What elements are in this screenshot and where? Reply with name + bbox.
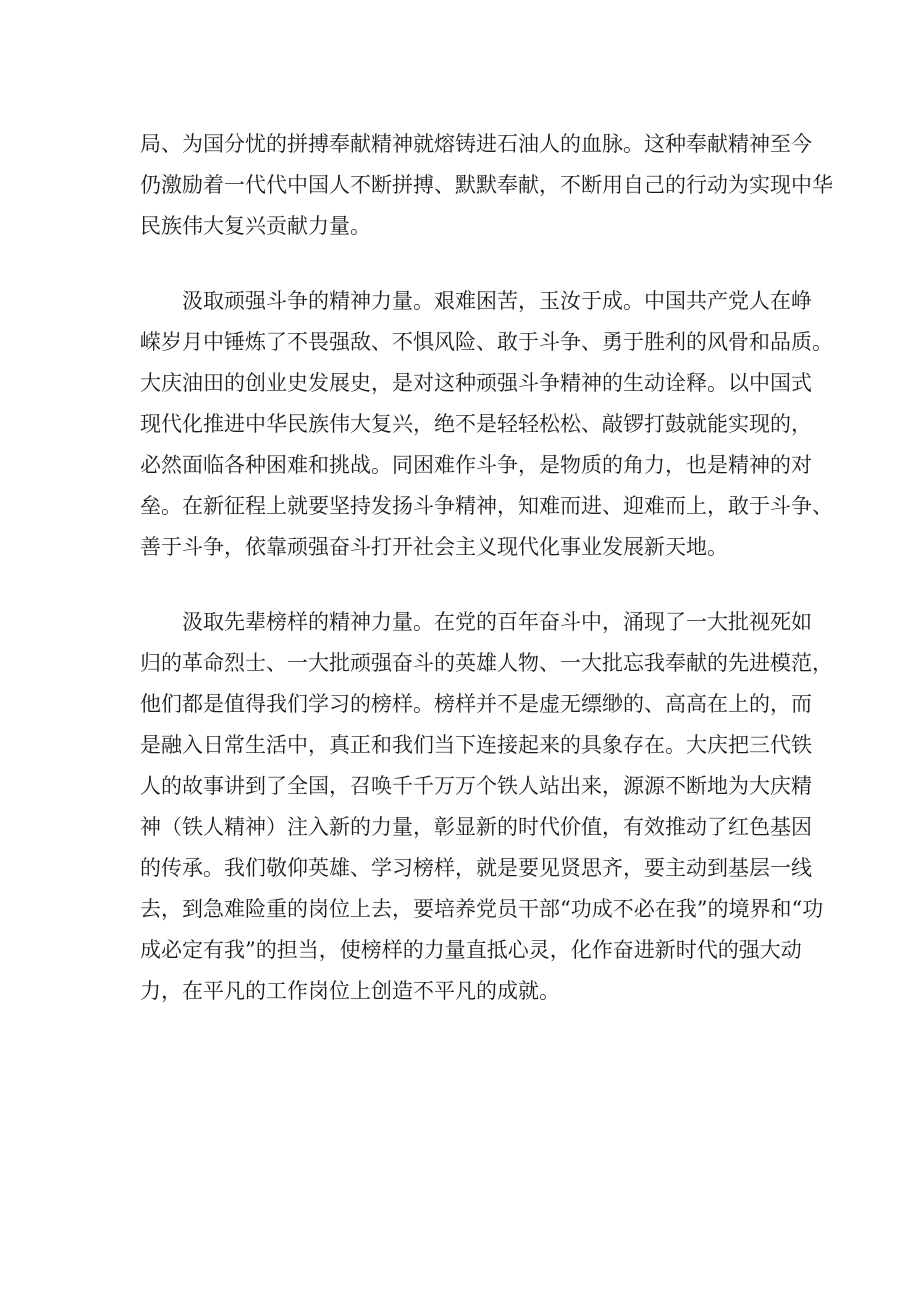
text-line: 必然面临各种困难和挑战。同困难作斗争，是物质的角力，也是精神的对 [140,453,812,477]
text-line: 大庆油田的创业史发展史，是对这种顽强斗争精神的生动诠释。以中国式 [140,371,812,395]
text-line: 善于斗争，依靠顽强奋斗打开社会主义现代化事业发展新天地。 [140,535,728,559]
paragraph-3 [140,602,833,1012]
text-line-content: 汲取顽强斗争的精神力量。艰难困苦，玉汝于成。中国共产党人在峥 [182,289,812,313]
text-line: 局、为国分忧的拼搏奉献精神就熔铸进石油人的血脉。这种奉献精神至今 [140,132,812,156]
text-line: 人的故事讲到了全国，召唤千千万万个铁人站出来，源源不断地为大庆精 [140,774,812,798]
text-line: 他们都是值得我们学习的榜样。榜样并不是虚无缥缈的、高高在上的，而 [140,692,812,716]
text-line: 仍激励着一代代中国人不断拼搏、默默奉献，不断用自己的行动为实现中华 [140,173,833,197]
text-line: 去，到急难险重的岗位上去，要培养党员干部“功成不必在我”的境界和“功 [140,897,824,921]
text-line: 是融入日常生活中，真正和我们当下连接起来的具象存在。大庆把三代铁 [140,733,812,757]
text-line: 民族伟大复兴贡献力量。 [140,214,371,238]
paragraph-2 [140,281,833,568]
text-line: 归的革命烈士、一大批顽强奋斗的英雄人物、一大批忘我奉献的先进模范， [140,651,833,675]
text-line: 成必定有我”的担当，使榜样的力量直抵心灵，化作奋进新时代的强大动 [140,938,802,962]
body-text [140,124,833,1046]
text-line-first [140,602,812,643]
text-line: 神（铁人精神）注入新的力量，彰显新的时代价值，有效推动了红色基因 [140,815,812,839]
text-line-first [140,281,812,322]
text-line: 垒。在新征程上就要坚持发扬斗争精神，知难而进、迎难而上，敢于斗争、 [140,494,833,518]
text-line-content: 汲取先辈榜样的精神力量。在党的百年奋斗中，涌现了一大批视死如 [182,610,812,634]
text-line: 力，在平凡的工作岗位上创造不平凡的成就。 [140,979,560,1003]
text-line: 嵘岁月中锤炼了不畏强敌、不惧风险、敢于斗争、勇于胜利的风骨和品质。 [140,330,833,354]
paragraph-1 [140,124,833,247]
text-line: 现代化推进中华民族伟大复兴，绝不是轻轻松松、敲锣打鼓就能实现的， [140,412,812,436]
text-line: 的传承。我们敬仰英雄、学习榜样，就是要见贤思齐，要主动到基层一线 [140,856,812,880]
